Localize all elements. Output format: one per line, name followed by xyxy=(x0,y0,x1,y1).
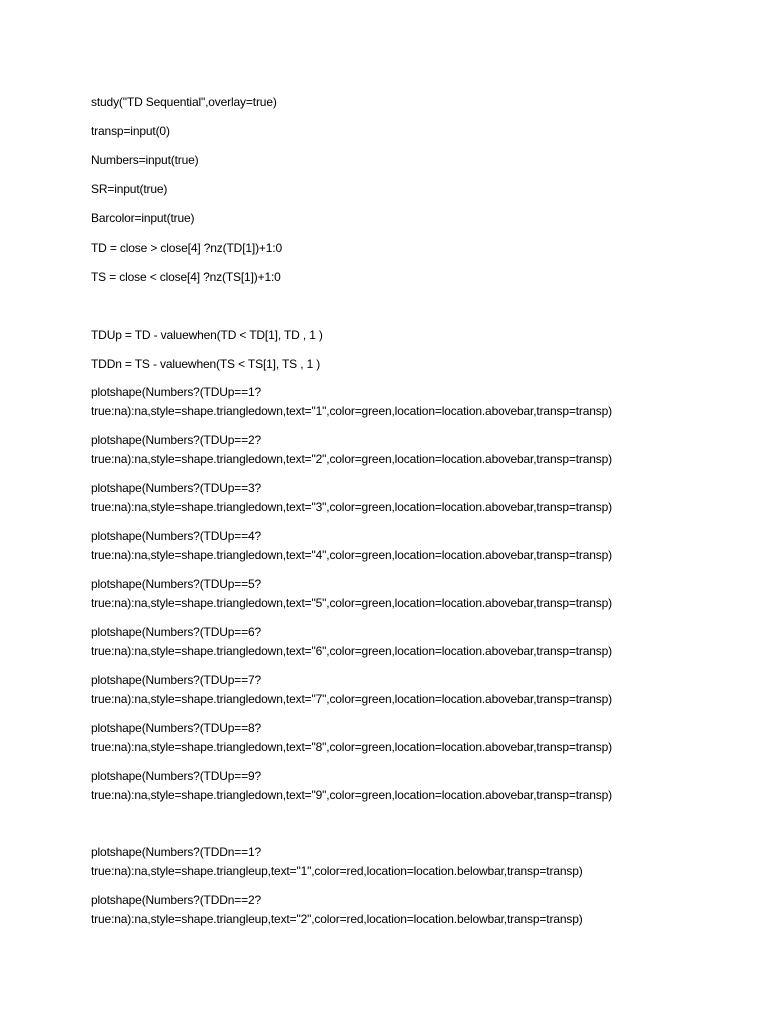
code-line: plotshape(Numbers?(TDUp==1? xyxy=(91,385,262,399)
code-line: plotshape(Numbers?(TDDn==2? xyxy=(91,893,262,907)
code-line: plotshape(Numbers?(TDUp==8? xyxy=(91,721,262,735)
code-line: Barcolor=input(true) xyxy=(91,211,195,225)
code-line: true:na):na,style=shape.triangledown,text="8",color=green,location=location.abovebar,transp=transp) xyxy=(91,740,613,754)
code-line: Numbers=input(true) xyxy=(91,153,199,167)
code-line: plotshape(Numbers?(TDUp==9? xyxy=(91,769,262,783)
code-line: plotshape(Numbers?(TDDn==1? xyxy=(91,845,262,859)
code-line: plotshape(Numbers?(TDUp==3? xyxy=(91,481,262,495)
code-line: true:na):na,style=shape.triangledown,text="7",color=green,location=location.abovebar,transp=transp) xyxy=(91,692,613,706)
code-line: true:na):na,style=shape.triangleup,text="2",color=red,location=location.belowbar,transp=transp) xyxy=(91,912,583,926)
code-line: TS = close < close[4] ?nz(TS[1])+1:0 xyxy=(91,270,281,284)
code-line: TDDn = TS - valuewhen(TS < TS[1], TS , 1 ) xyxy=(91,357,321,371)
code-line: true:na):na,style=shape.triangleup,text="1",color=red,location=location.belowbar,transp=transp) xyxy=(91,864,583,878)
code-line: TDUp = TD - valuewhen(TD < TD[1], TD , 1 ) xyxy=(91,328,323,342)
code-line: true:na):na,style=shape.triangledown,text="4",color=green,location=location.abovebar,transp=transp) xyxy=(91,548,613,562)
code-line: true:na):na,style=shape.triangledown,text="3",color=green,location=location.abovebar,transp=transp) xyxy=(91,500,613,514)
code-line: plotshape(Numbers?(TDUp==6? xyxy=(91,625,262,639)
code-line: true:na):na,style=shape.triangledown,text="2",color=green,location=location.abovebar,transp=transp) xyxy=(91,452,613,466)
code-line: plotshape(Numbers?(TDUp==7? xyxy=(91,673,262,687)
code-line: plotshape(Numbers?(TDUp==4? xyxy=(91,529,262,543)
code-line: true:na):na,style=shape.triangledown,text="9",color=green,location=location.abovebar,transp=transp) xyxy=(91,788,613,802)
code-line: true:na):na,style=shape.triangledown,text="6",color=green,location=location.abovebar,transp=transp) xyxy=(91,644,613,658)
code-line: true:na):na,style=shape.triangledown,text="5",color=green,location=location.abovebar,transp=transp) xyxy=(91,596,613,610)
code-line: plotshape(Numbers?(TDUp==5? xyxy=(91,577,262,591)
code-line: study("TD Sequential",overlay=true) xyxy=(91,95,277,109)
code-line: TD = close > close[4] ?nz(TD[1])+1:0 xyxy=(91,241,283,255)
code-line: transp=input(0) xyxy=(91,124,170,138)
code-line: true:na):na,style=shape.triangledown,text="1",color=green,location=location.abovebar,transp=transp) xyxy=(91,404,613,418)
code-line: SR=input(true) xyxy=(91,182,168,196)
code-line: plotshape(Numbers?(TDUp==2? xyxy=(91,433,262,447)
